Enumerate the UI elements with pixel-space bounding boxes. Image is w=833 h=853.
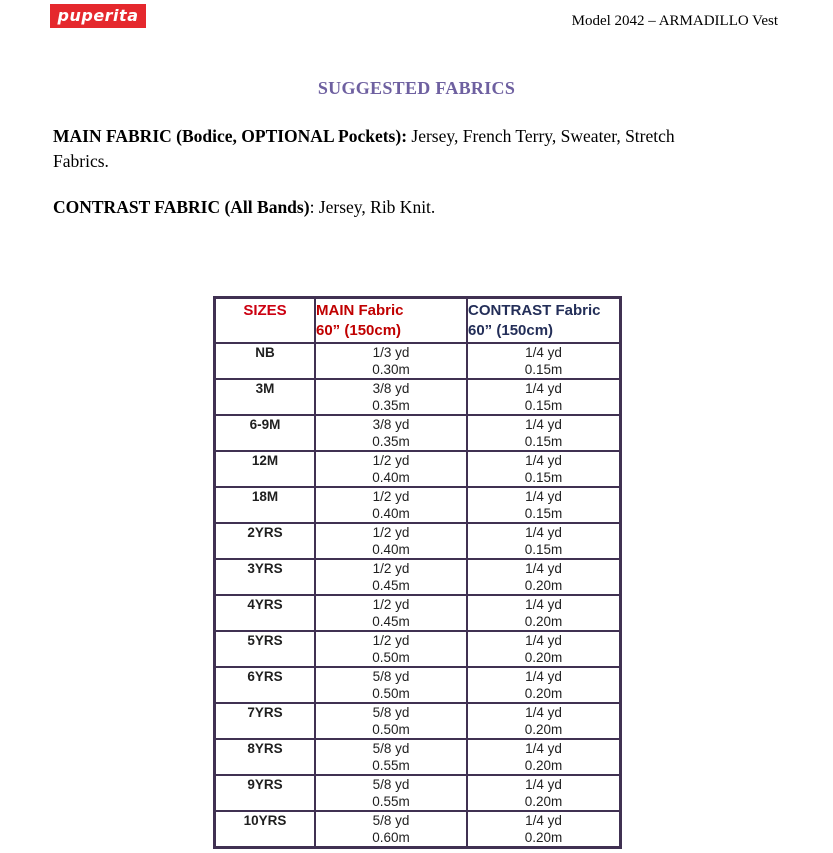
- size-cell: 9YRS: [215, 775, 316, 811]
- size-cell: 6-9M: [215, 415, 316, 451]
- table-row: [215, 595, 621, 631]
- contrast-yardage: 1/4 yd: [525, 813, 562, 828]
- table-row: [215, 811, 621, 848]
- contrast-fabric-cell: [467, 487, 621, 523]
- contrast-meters: 0.20m: [524, 757, 563, 773]
- contrast-fabric-cell: [467, 811, 621, 848]
- main-meters: 0.50m: [372, 649, 410, 665]
- size-cell: 7YRS: [215, 703, 316, 739]
- table-row: [215, 415, 621, 451]
- contrast-meters: 0.15m: [524, 541, 563, 557]
- contrast-yardage: 1/4 yd: [525, 453, 562, 468]
- contrast-meters: 0.20m: [524, 649, 563, 665]
- main-fabric-cell: [315, 487, 467, 523]
- main-fabric-cell: [315, 703, 467, 739]
- main-fabric-cell: [315, 595, 467, 631]
- main-fabric-cell: [315, 415, 467, 451]
- puperita-logo-text: puperita: [57, 6, 139, 25]
- fabric-requirements-table: [213, 296, 622, 849]
- size-cell: 3YRS: [215, 559, 316, 595]
- main-meters: 0.55m: [372, 757, 410, 773]
- main-yardage: 1/2 yd: [372, 633, 410, 648]
- contrast-fabric-cell: [467, 415, 621, 451]
- main-yardage: 1/2 yd: [372, 561, 410, 576]
- main-meters: 0.45m: [372, 613, 410, 629]
- contrast-fabric-cell: [467, 667, 621, 703]
- main-meters: 0.50m: [372, 721, 410, 737]
- main-meters: 0.55m: [372, 793, 410, 809]
- table-row: [215, 667, 621, 703]
- main-yardage: 3/8 yd: [372, 417, 410, 432]
- main-meters: 0.50m: [372, 685, 410, 701]
- fabric-table-header: [215, 298, 621, 344]
- header-contrast-sub: 60” (150cm): [468, 322, 554, 339]
- contrast-yardage: 1/4 yd: [525, 705, 562, 720]
- table-row: [215, 559, 621, 595]
- main-yardage: 1/2 yd: [372, 453, 410, 468]
- contrast-meters: 0.15m: [524, 469, 563, 485]
- puperita-logo: [50, 4, 146, 28]
- contrast-yardage: 1/4 yd: [525, 777, 562, 792]
- main-yardage: 1/2 yd: [372, 525, 410, 540]
- contrast-fabric-cell: [467, 739, 621, 775]
- contrast-yardage: 1/4 yd: [525, 597, 562, 612]
- contrast-meters: 0.15m: [524, 361, 563, 377]
- header-main-label: MAIN Fabric: [316, 302, 404, 319]
- size-cell: 5YRS: [215, 631, 316, 667]
- contrast-yardage: 1/4 yd: [525, 561, 562, 576]
- fabric-table-body: [215, 343, 621, 848]
- size-cell: 12M: [215, 451, 316, 487]
- header-contrast-fabric: [467, 298, 621, 344]
- table-row: [215, 703, 621, 739]
- main-fabric-list: Jersey, French Terry, Sweater, Stretch: [407, 126, 675, 146]
- contrast-fabric-cell: [467, 775, 621, 811]
- contrast-yardage: 1/4 yd: [525, 489, 562, 504]
- page-title: SUGGESTED FABRICS: [317, 78, 516, 98]
- main-meters: 0.40m: [372, 469, 410, 485]
- size-cell: 4YRS: [215, 595, 316, 631]
- main-fabric-cell: [315, 523, 467, 559]
- contrast-yardage: 1/4 yd: [525, 417, 562, 432]
- contrast-meters: 0.20m: [524, 577, 563, 593]
- header-sizes: [215, 298, 316, 344]
- contrast-fabric-paragraph: [53, 195, 785, 220]
- contrast-meters: 0.20m: [524, 793, 563, 809]
- contrast-yardage: 1/4 yd: [525, 741, 562, 756]
- main-meters: 0.30m: [372, 361, 410, 377]
- size-cell: 8YRS: [215, 739, 316, 775]
- contrast-yardage: 1/4 yd: [525, 345, 562, 360]
- main-yardage: 1/3 yd: [372, 345, 410, 360]
- main-yardage: 5/8 yd: [372, 813, 410, 828]
- header-row: [215, 298, 621, 344]
- document-title: Model 2042 – ARMADILLO Vest: [571, 13, 778, 29]
- header-main-fabric: [315, 298, 467, 344]
- contrast-fabric-cell: [467, 703, 621, 739]
- contrast-fabric-cell: [467, 343, 621, 379]
- contrast-meters: 0.20m: [524, 829, 563, 845]
- contrast-fabric-cell: [467, 631, 621, 667]
- main-fabric-cell: [315, 379, 467, 415]
- table-row: [215, 451, 621, 487]
- main-fabric-list-line2: Fabrics.: [53, 151, 109, 171]
- main-fabric-cell: [315, 775, 467, 811]
- table-row: [215, 523, 621, 559]
- main-meters: 0.45m: [372, 577, 410, 593]
- size-cell: 10YRS: [215, 811, 316, 848]
- contrast-fabric-list: : Jersey, Rib Knit.: [309, 197, 436, 217]
- contrast-meters: 0.20m: [524, 613, 563, 629]
- table-row: [215, 739, 621, 775]
- size-cell: 6YRS: [215, 667, 316, 703]
- main-fabric-cell: [315, 811, 467, 848]
- table-row: [215, 379, 621, 415]
- contrast-yardage: 1/4 yd: [525, 525, 562, 540]
- header-sizes-label: SIZES: [243, 302, 287, 319]
- main-yardage: 1/2 yd: [372, 489, 410, 504]
- contrast-meters: 0.15m: [524, 505, 563, 521]
- contrast-fabric-cell: [467, 595, 621, 631]
- main-yardage: 5/8 yd: [372, 777, 410, 792]
- contrast-fabric-cell: [467, 523, 621, 559]
- main-meters: 0.35m: [372, 433, 410, 449]
- table-row: [215, 775, 621, 811]
- main-fabric-cell: [315, 739, 467, 775]
- main-yardage: 3/8 yd: [372, 381, 410, 396]
- header-contrast-label: CONTRAST Fabric: [468, 302, 601, 319]
- table-row: [215, 343, 621, 379]
- contrast-yardage: 1/4 yd: [525, 381, 562, 396]
- main-fabric-cell: [315, 559, 467, 595]
- header-main-sub: 60” (150cm): [316, 322, 402, 339]
- contrast-yardage: 1/4 yd: [525, 633, 562, 648]
- contrast-fabric-cell: [467, 379, 621, 415]
- size-cell: 3M: [215, 379, 316, 415]
- main-fabric-paragraph: [53, 124, 785, 174]
- contrast-fabric-label: CONTRAST FABRIC (All Bands): [53, 197, 310, 217]
- main-fabric-label: MAIN FABRIC (Bodice, OPTIONAL Pockets):: [53, 126, 408, 146]
- table-row: [215, 631, 621, 667]
- contrast-yardage: 1/4 yd: [525, 669, 562, 684]
- main-fabric-cell: [315, 451, 467, 487]
- main-fabric-cell: [315, 343, 467, 379]
- main-fabric-cell: [315, 667, 467, 703]
- contrast-fabric-cell: [467, 559, 621, 595]
- contrast-meters: 0.15m: [524, 397, 563, 413]
- main-meters: 0.40m: [372, 541, 410, 557]
- main-meters: 0.35m: [372, 397, 410, 413]
- main-yardage: 5/8 yd: [372, 741, 410, 756]
- main-meters: 0.60m: [372, 829, 410, 845]
- size-cell: NB: [215, 343, 316, 379]
- main-fabric-cell: [315, 631, 467, 667]
- size-cell: 18M: [215, 487, 316, 523]
- main-yardage: 5/8 yd: [372, 669, 410, 684]
- table-row: [215, 487, 621, 523]
- main-yardage: 1/2 yd: [372, 597, 410, 612]
- contrast-meters: 0.15m: [524, 433, 563, 449]
- main-meters: 0.40m: [372, 505, 410, 521]
- contrast-meters: 0.20m: [524, 685, 563, 701]
- contrast-fabric-cell: [467, 451, 621, 487]
- contrast-meters: 0.20m: [524, 721, 563, 737]
- main-yardage: 5/8 yd: [372, 705, 410, 720]
- size-cell: 2YRS: [215, 523, 316, 559]
